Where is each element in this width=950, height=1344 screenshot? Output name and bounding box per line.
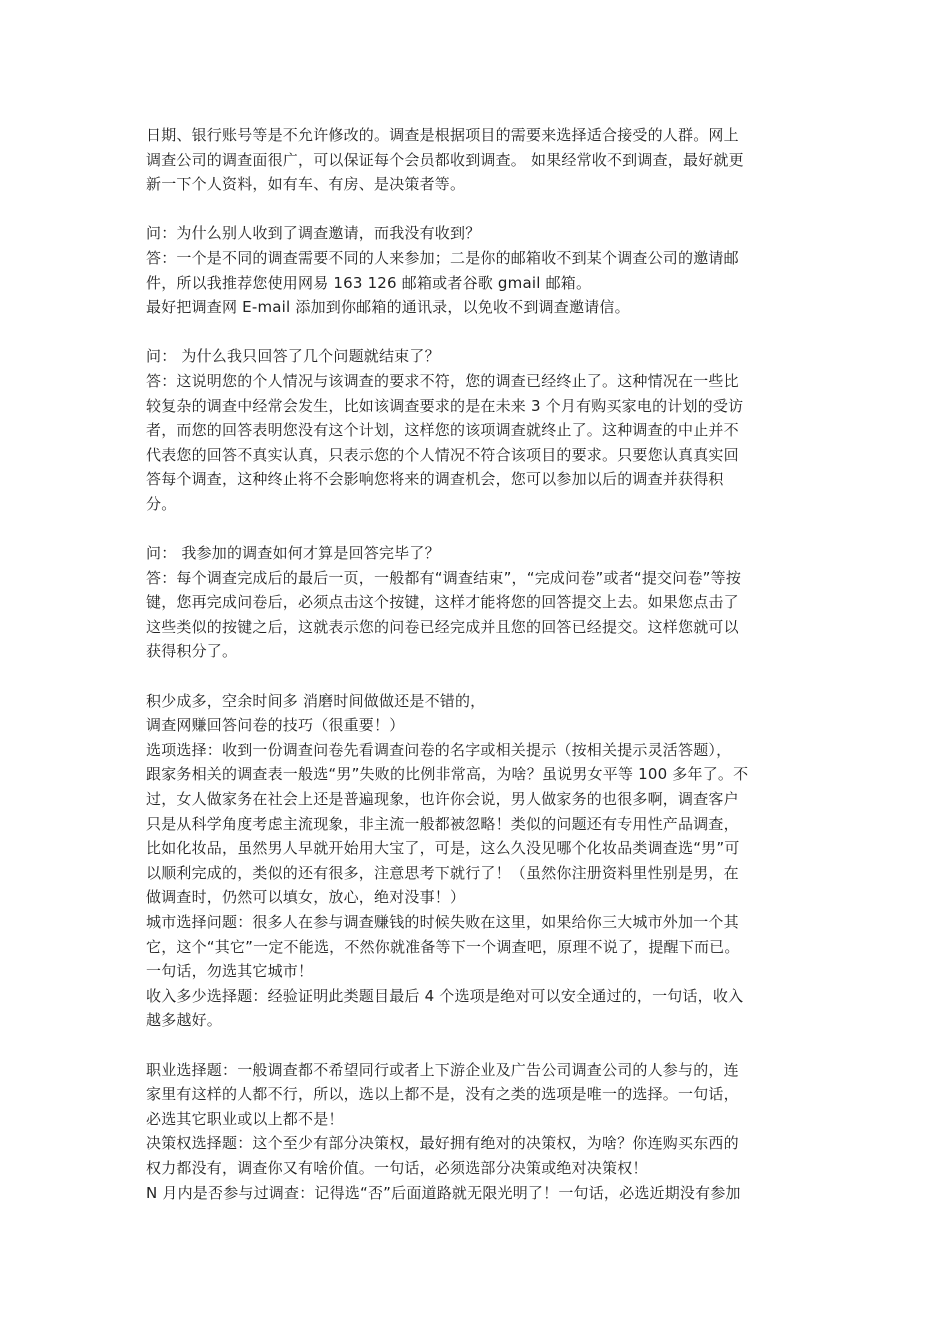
tip-line: 决策权选择题：这个至少有部分决策权，最好拥有绝对的决策权，为啥？你连购买东西的 bbox=[146, 1134, 739, 1153]
faq-question: 问： 为什么我只回答了几个问题就结束了？ bbox=[146, 347, 440, 366]
tip-line: 家里有这样的人都不行，所以，选以上都不是，没有之类的选项是唯一的选择。一句话， bbox=[146, 1085, 739, 1104]
tips-section bbox=[146, 689, 806, 1033]
faq-answer-line: 最好把调查网 E-mail 添加到你邮箱的通讯录，以免收不到调查邀请信。 bbox=[146, 298, 630, 317]
paragraph-gap bbox=[146, 197, 806, 222]
faq-answer-line: 代表您的回答不真实认真，只表示您的个人情况不符合该项目的要求。只要您认真真实回 bbox=[146, 445, 739, 464]
tip-line: 权力都没有，调查你又有啥价值。一句话，必须选部分决策或绝对决策权！ bbox=[146, 1158, 648, 1177]
faq-question: 问： 我参加的调查如何才算是回答完毕了？ bbox=[146, 544, 440, 563]
text-line: 调查公司的调查面很广，可以保证每个会员都收到调查。 如果经常收不到调查，最好就更 bbox=[146, 150, 744, 169]
tip-line: 跟家务相关的调查表一般选“男”失败的比例非常高，为啥？虽说男女平等 100 多年了。不 bbox=[146, 765, 749, 784]
faq-survey-ended-early bbox=[146, 344, 806, 516]
text-line: 日期、银行账号等是不允许修改的。调查是根据项目的需要来选择适合接受的人群。网上 bbox=[146, 126, 739, 144]
text-line: 积少成多，空余时间多 消磨时间做做还是不错的， bbox=[146, 691, 486, 710]
faq-answer-line: 键，您再完成问卷后，必须点击这个按键，这样才能将您的回答提交上去。如果您点击了 bbox=[146, 593, 739, 612]
tip-line: 以顺利完成的，类似的还有很多，注意思考下就行了！（虽然你注册资料里性别是男，在 bbox=[146, 863, 739, 882]
faq-no-invitation bbox=[146, 221, 806, 319]
paragraph-gap bbox=[146, 320, 806, 345]
tip-line: 做调查时，仍然可以填女，放心，绝对没事！） bbox=[146, 888, 466, 907]
faq-answer-line: 者，而您的回答表明您没有这个计划，这样您的该项调查就终止了。这种调查的中止并不 bbox=[146, 421, 739, 440]
tip-line: 过，女人做家务在社会上还是普遍现象，也许你会说，男人做家务的也很多啊，调查客户 bbox=[146, 790, 739, 809]
document-body bbox=[146, 123, 806, 1205]
tips-section-continued bbox=[146, 1058, 806, 1206]
paragraph-membership-info bbox=[146, 123, 806, 197]
faq-answer-line: 件，所以我推荐您使用网易 163 126 邮箱或者谷歌 gmail 邮箱。 bbox=[146, 273, 592, 292]
section-heading: 调查网赚回答问卷的技巧（很重要！） bbox=[146, 716, 405, 735]
faq-answer-line: 答：一个是不同的调查需要不同的人来参加；二是你的邮箱收不到某个调查公司的邀请邮 bbox=[146, 248, 739, 267]
tip-line: 收入多少选择题：经验证明此类题目最后 4 个选项是绝对可以安全通过的，一句话，收入 bbox=[146, 986, 744, 1005]
paragraph-gap bbox=[146, 517, 806, 542]
faq-answer-line: 这些类似的按键之后，这就表示您的问卷已经完成并且您的回答已经提交。这样您就可以 bbox=[146, 617, 739, 636]
faq-question: 问：为什么别人收到了调查邀请，而我没有收到？ bbox=[146, 224, 481, 243]
tip-line: 只是从科学角度考虑主流现象，非主流一般都被忽略！类似的问题还有专用性产品调查， bbox=[146, 814, 739, 833]
tip-line: 它，这个“其它”一定不能选，不然你就准备等下一个调查吧，原理不说了，提醒下而已。 bbox=[146, 937, 740, 956]
faq-answer-line: 答：这说明您的个人情况与该调查的要求不符，您的调查已经终止了。这种情况在一些比 bbox=[146, 371, 739, 390]
tip-line: 城市选择问题：很多人在参与调查赚钱的时候失败在这里，如果给你三大城市外加一个其 bbox=[146, 913, 739, 931]
faq-survey-completion bbox=[146, 541, 806, 664]
tip-line: 越多越好。 bbox=[146, 1011, 223, 1030]
tip-line: 必选其它职业或以上都不是！ bbox=[146, 1109, 344, 1128]
paragraph-gap bbox=[146, 1033, 806, 1058]
faq-answer-line: 分。 bbox=[146, 494, 177, 513]
tip-line: 一句话，勿选其它城市！ bbox=[146, 962, 314, 981]
faq-answer-line: 答：每个调查完成后的最后一页，一般都有“调查结束”，“完成问卷”或者“提交问卷”等按 bbox=[146, 568, 742, 587]
paragraph-gap bbox=[146, 664, 806, 689]
text-line: 新一下个人资料，如有车、有房、是决策者等。 bbox=[146, 175, 466, 194]
faq-answer-line: 获得积分了。 bbox=[146, 642, 238, 661]
tip-line: 职业选择题：一般调查都不希望同行或者上下游企业及广告公司调查公司的人参与的，连 bbox=[146, 1060, 739, 1079]
tip-line: 比如化妆品，虽然男人早就开始用大宝了，可是，这么久没见哪个化妆品类调查选“男”可 bbox=[146, 839, 740, 858]
tip-line: 选项选择：收到一份调查问卷先看调查问卷的名字或相关提示（按相关提示灵活答题）， bbox=[146, 740, 732, 759]
faq-answer-line: 较复杂的调查中经常会发生，比如该调查要求的是在未来 3 个月有购买家电的计划的受访 bbox=[146, 396, 744, 415]
faq-answer-line: 答每个调查，这种终止将不会影响您将来的调查机会，您可以参加以后的调查并获得积 bbox=[146, 470, 724, 489]
tip-line: N 月内是否参与过调查：记得选“否”后面道路就无限光明了！一句话，必选近期没有参加 bbox=[146, 1183, 741, 1202]
